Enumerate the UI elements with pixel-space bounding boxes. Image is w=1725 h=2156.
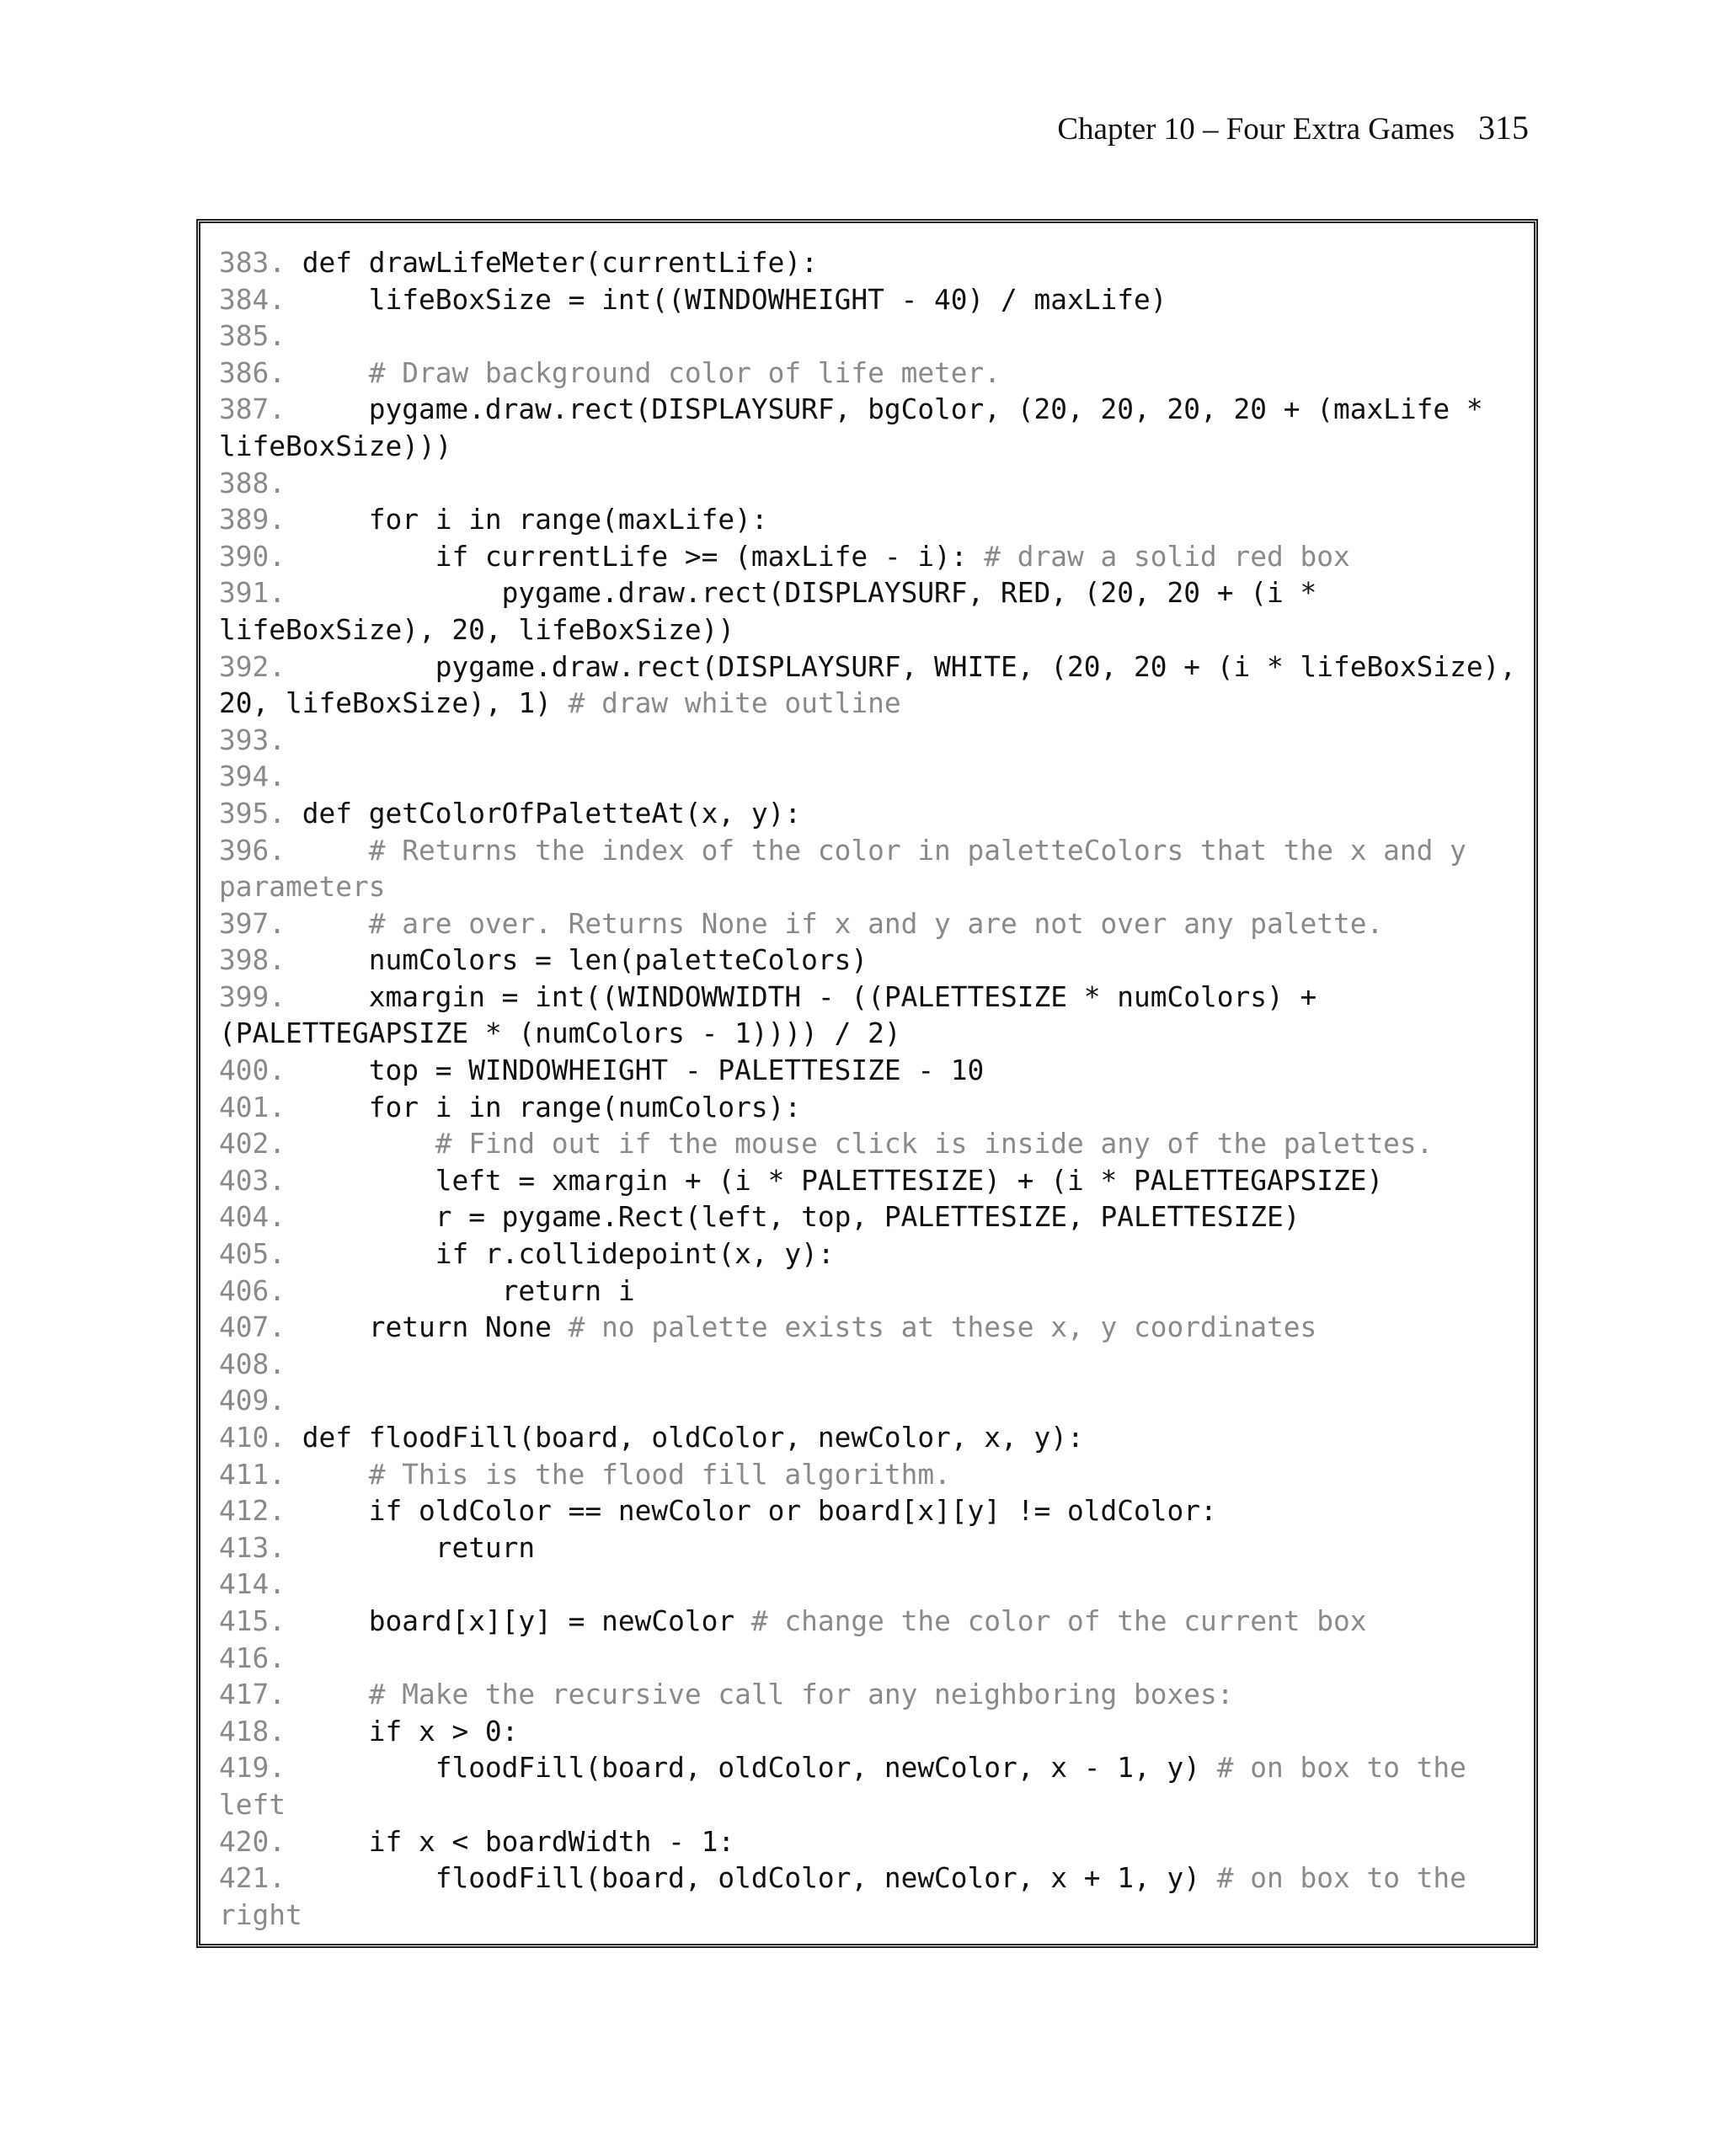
line-number: 401. [219,1091,286,1123]
code-text: if r.collidepoint(x, y): [302,1238,835,1271]
code-text: lifeBoxSize), 20, lifeBoxSize)) [219,613,735,646]
line-number: 399. [219,980,286,1013]
code-text: floodFill(board, oldColor, newColor, x - 1, y) [302,1752,1217,1785]
code-text: top = WINDOWHEIGHT - PALETTESIZE - 10 [302,1054,985,1087]
code-line [219,1199,1534,1236]
code-text: if oldColor == newColor or board[x][y] != oldColor: [302,1495,1217,1528]
code-comment: # on box to the [1216,1862,1466,1895]
line-number: 392. [219,650,286,683]
code-line [219,502,1534,539]
code-text: lifeBoxSize))) [219,430,452,462]
code-line-continuation [219,869,1534,906]
line-number: 400. [219,1054,286,1087]
line-number: 406. [219,1274,286,1307]
line-number: 398. [219,944,286,977]
code-line [219,906,1534,943]
code-text: for i in range(maxLife): [302,504,768,536]
line-number: 408. [219,1348,286,1380]
line-number: 417. [219,1678,286,1711]
code-line [219,1383,1534,1420]
code-comment: # Find out if the mouse click is inside any of the palettes. [302,1128,1434,1161]
code-line [219,1457,1534,1494]
line-number: 415. [219,1604,286,1637]
code-text: (PALETTEGAPSIZE * (numColors - 1)))) / 2) [219,1017,901,1050]
code-line [219,1273,1534,1310]
line-number: 413. [219,1531,286,1564]
line-number: 409. [219,1385,286,1417]
line-number: 391. [219,577,286,610]
code-line [219,318,1534,355]
code-line [219,1236,1534,1273]
code-line [219,1126,1534,1163]
code-line [219,355,1534,392]
code-text: return None [302,1311,569,1344]
code-text: left = xmargin + (i * PALETTESIZE) + (i * PALETTEGAPSIZE) [302,1164,1384,1197]
code-line [219,282,1534,319]
code-text: if x > 0: [302,1715,519,1748]
line-number: 412. [219,1495,286,1528]
code-comment: # Returns the index of the color in paletteColors that the x and y [302,834,1466,867]
code-text: if x < boardWidth - 1: [302,1825,735,1858]
page-number: 315 [1478,109,1529,147]
line-number: 387. [219,393,286,426]
code-text: xmargin = int((WINDOWWIDTH - ((PALETTESIZE * numColors) + [302,980,1317,1013]
line-number: 402. [219,1128,286,1161]
code-comment: # on box to the [1216,1752,1466,1785]
line-number: 404. [219,1201,286,1234]
line-number: 420. [219,1825,286,1858]
code-text: board[x][y] = newColor [302,1604,751,1637]
code-line [219,392,1534,429]
code-line [219,1860,1534,1897]
code-line [219,575,1534,612]
code-line [219,1677,1534,1714]
code-line [219,1420,1534,1457]
code-text: for i in range(numColors): [302,1091,802,1123]
line-number: 403. [219,1164,286,1197]
code-text: return i [302,1274,635,1307]
code-text: numColors = len(paletteColors) [302,944,868,977]
code-line [219,1750,1534,1787]
line-number: 389. [219,504,286,536]
code-line [219,1714,1534,1751]
code-line [219,539,1534,576]
code-line [219,796,1534,833]
line-number: 388. [219,467,286,499]
chapter-title: Chapter 10 – Four Extra Games [1057,112,1455,147]
code-text: 20, lifeBoxSize), 1) [219,687,569,720]
code-comment: # draw white outline [568,687,901,720]
code-line [219,1604,1534,1641]
line-number: 390. [219,540,286,573]
line-number: 393. [219,723,286,756]
code-line [219,759,1534,796]
code-listing [219,245,1534,1934]
code-text: pygame.draw.rect(DISPLAYSURF, WHITE, (20, 20 + (i * lifeBoxSize), [302,650,1517,683]
line-number: 396. [219,834,286,867]
code-line-continuation [219,686,1534,723]
code-text: pygame.draw.rect(DISPLAYSURF, bgColor, (20, 20, 20, 20 + (maxLife * [302,393,1483,426]
code-comment: # are over. Returns None if x and y are not over any palette. [302,907,1384,940]
code-comment: # draw a solid red box [984,540,1350,573]
code-line [219,1566,1534,1604]
line-number: 384. [219,283,286,316]
code-text: def getColorOfPaletteAt(x, y): [302,797,802,830]
code-line [219,723,1534,760]
code-line [219,1641,1534,1678]
code-line [219,245,1534,282]
code-line [219,979,1534,1017]
code-comment: parameters [219,871,386,904]
code-comment: # no palette exists at these x, y coordinates [568,1311,1317,1344]
line-number: 418. [219,1715,286,1748]
line-number: 407. [219,1311,286,1344]
code-line-continuation [219,429,1534,466]
running-header [1057,108,1529,147]
code-line-continuation [219,1016,1534,1053]
code-line [219,1090,1534,1127]
line-number: 419. [219,1752,286,1785]
code-text: lifeBoxSize = int((WINDOWHEIGHT - 40) / maxLife) [302,283,1167,316]
line-number: 397. [219,907,286,940]
line-number: 394. [219,760,286,793]
code-text: r = pygame.Rect(left, top, PALETTESIZE, PALETTESIZE) [302,1201,1300,1234]
line-number: 385. [219,320,286,353]
code-line [219,1530,1534,1567]
code-text: return [302,1531,536,1564]
code-line [219,942,1534,979]
code-text: pygame.draw.rect(DISPLAYSURF, RED, (20, 20 + (i * [302,577,1317,610]
code-line-continuation [219,1897,1534,1935]
code-comment: # change the color of the current box [750,1604,1367,1637]
line-number: 405. [219,1238,286,1271]
line-number: 386. [219,356,286,389]
code-line [219,1493,1534,1530]
code-comment: right [219,1898,302,1931]
code-text: def drawLifeMeter(currentLife): [302,247,818,279]
code-text: floodFill(board, oldColor, newColor, x + 1, y) [302,1862,1217,1895]
code-text: if currentLife >= (maxLife - i): [302,540,985,573]
code-line-continuation [219,1787,1534,1824]
code-comment: # Draw background color of life meter. [302,356,1001,389]
code-line [219,649,1534,686]
code-line [219,1310,1534,1347]
line-number: 395. [219,797,286,830]
line-number: 383. [219,247,286,279]
line-number: 414. [219,1568,286,1601]
code-listing-box [196,219,1538,1948]
line-number: 410. [219,1422,286,1454]
line-number: 416. [219,1641,286,1674]
code-line [219,833,1534,870]
code-line [219,466,1534,503]
code-line [219,1347,1534,1384]
code-comment: # Make the recursive call for any neighboring boxes: [302,1678,1234,1711]
code-line [219,1824,1534,1861]
code-comment: # This is the flood fill algorithm. [302,1458,951,1491]
code-line [219,1053,1534,1090]
code-line-continuation [219,612,1534,649]
code-comment: left [219,1788,286,1821]
code-line [219,1163,1534,1200]
line-number: 411. [219,1458,286,1491]
code-text: def floodFill(board, oldColor, newColor, x, y): [302,1422,1084,1454]
line-number: 421. [219,1862,286,1895]
